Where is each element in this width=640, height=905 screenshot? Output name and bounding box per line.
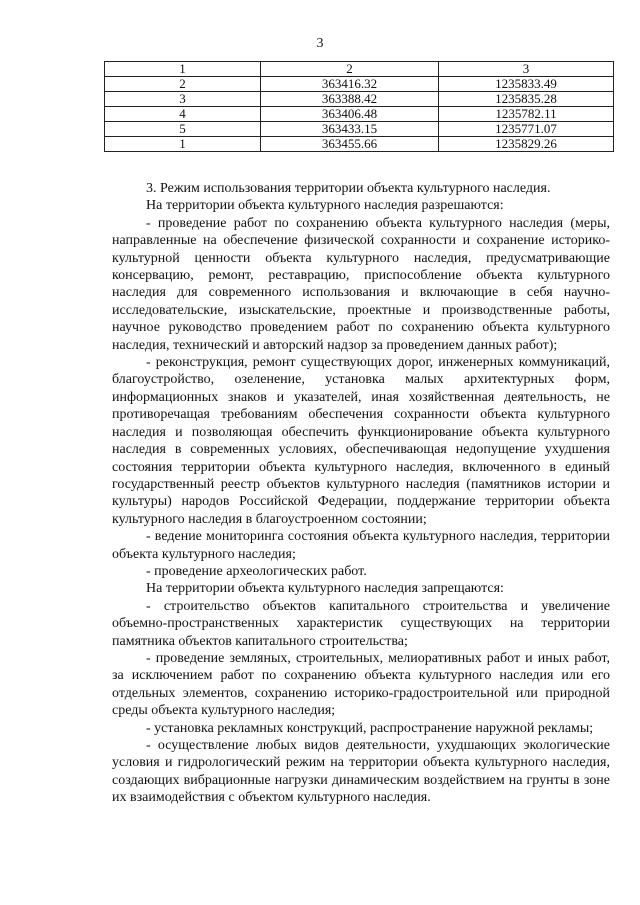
allowed-intro: На территории объекта культурного наследия разрешаются: [146,198,504,214]
document-body [112,180,610,807]
prohibited-item: - осуществление любых видов деятельности, ухудшающих экологические условия и гидрологический режим на территории объекта культурного наследия, создающих вибрационные нагрузки динамическим воздействием на грунты в зоне их взаимодействия с объектом культурного наследия. [112,738,610,806]
table-cell-x: 363388.42 [261,92,439,107]
table-cell-x: 363455.66 [261,137,439,152]
table-row [105,92,614,107]
table-header-cell: 1 [105,62,261,77]
table-cell-y: 1235782.11 [439,107,614,122]
table-cell-x: 363406.48 [261,107,439,122]
table-cell-y: 1235835.28 [439,92,614,107]
allowed-item: - проведение археологических работ. [146,563,367,579]
prohibited-item: - установка рекламных конструкций, распространение наружной рекламы; [146,720,594,736]
table-cell-y: 1235771.07 [439,122,614,137]
table-header-cell: 3 [439,62,614,77]
table-row [105,77,614,92]
table-row [105,107,614,122]
table-cell-x: 363416.32 [261,77,439,92]
allowed-item: - ведение мониторинга состояния объекта культурного наследия, территории объекта культурного наследия; [112,529,610,562]
page-number: 3 [316,36,324,51]
table-cell-y: 1235833.49 [439,77,614,92]
table-cell-x: 363433.15 [261,122,439,137]
coordinates-table [104,61,614,152]
table-cell-point: 5 [105,122,261,137]
prohibited-item: - проведение земляных, строительных, мелиоративных работ и иных работ, за исключением работ по сохранению объекта культурного наследия или его отдельных элементов, сохранению историко-градостроительной или природной среды объекта культурного наследия; [112,650,610,719]
table-cell-point: 3 [105,92,261,107]
table-row [105,122,614,137]
table-row [105,137,614,152]
table-cell-point: 1 [105,137,261,152]
allowed-item: - проведение работ по сохранению объекта культурного наследия (меры, направленные на обеспечение физической сохранности и сохранение историко-культурной ценности объекта культурного наследия, предусматривающие консервацию, ремонт, реставрацию, приспособление объекта культурного наследия для современного использования и включающие в себя научно-исследовательские, изыскательские, проектные и производственные работы, научное руководство проведением работ по сохранению объекта культурного наследия, технический и авторский надзор за проведением данных работ); [112,215,610,353]
table-header-cell: 2 [261,62,439,77]
section-heading: 3. Режим использования территории объекта культурного наследия. [146,181,551,196]
table-cell-point: 2 [105,77,261,92]
table-header-row [105,62,614,77]
prohibited-item: - строительство объектов капитального строительства и увеличение объемно-пространственных характеристик существующих на территории памятника объектов капитального строительства; [112,598,610,649]
table-cell-point: 4 [105,107,261,122]
table-cell-y: 1235829.26 [439,137,614,152]
prohibited-intro: На территории объекта культурного наследия запрещаются: [146,581,504,597]
allowed-item: - реконструкция, ремонт существующих дорог, инженерных коммуникаций, благоустройство, озеленение, установка малых архитектурных форм, информационных знаков и указателей, иная хозяйственная деятельность, не противоречащая требованиям обеспечения сохранности объекта культурного наследия и позволяющая обеспечить функционирование объекта культурного наследия в современных условиях, обеспечивающая недопущение ухудшения состояния территории объекта культурного наследия, включенного в единый государственный реестр объектов культурного наследия (памятников истории и культуры) народов Российской Федерации, поддержание территории объекта культурного наследия в благоустроенном состоянии; [112,355,610,527]
